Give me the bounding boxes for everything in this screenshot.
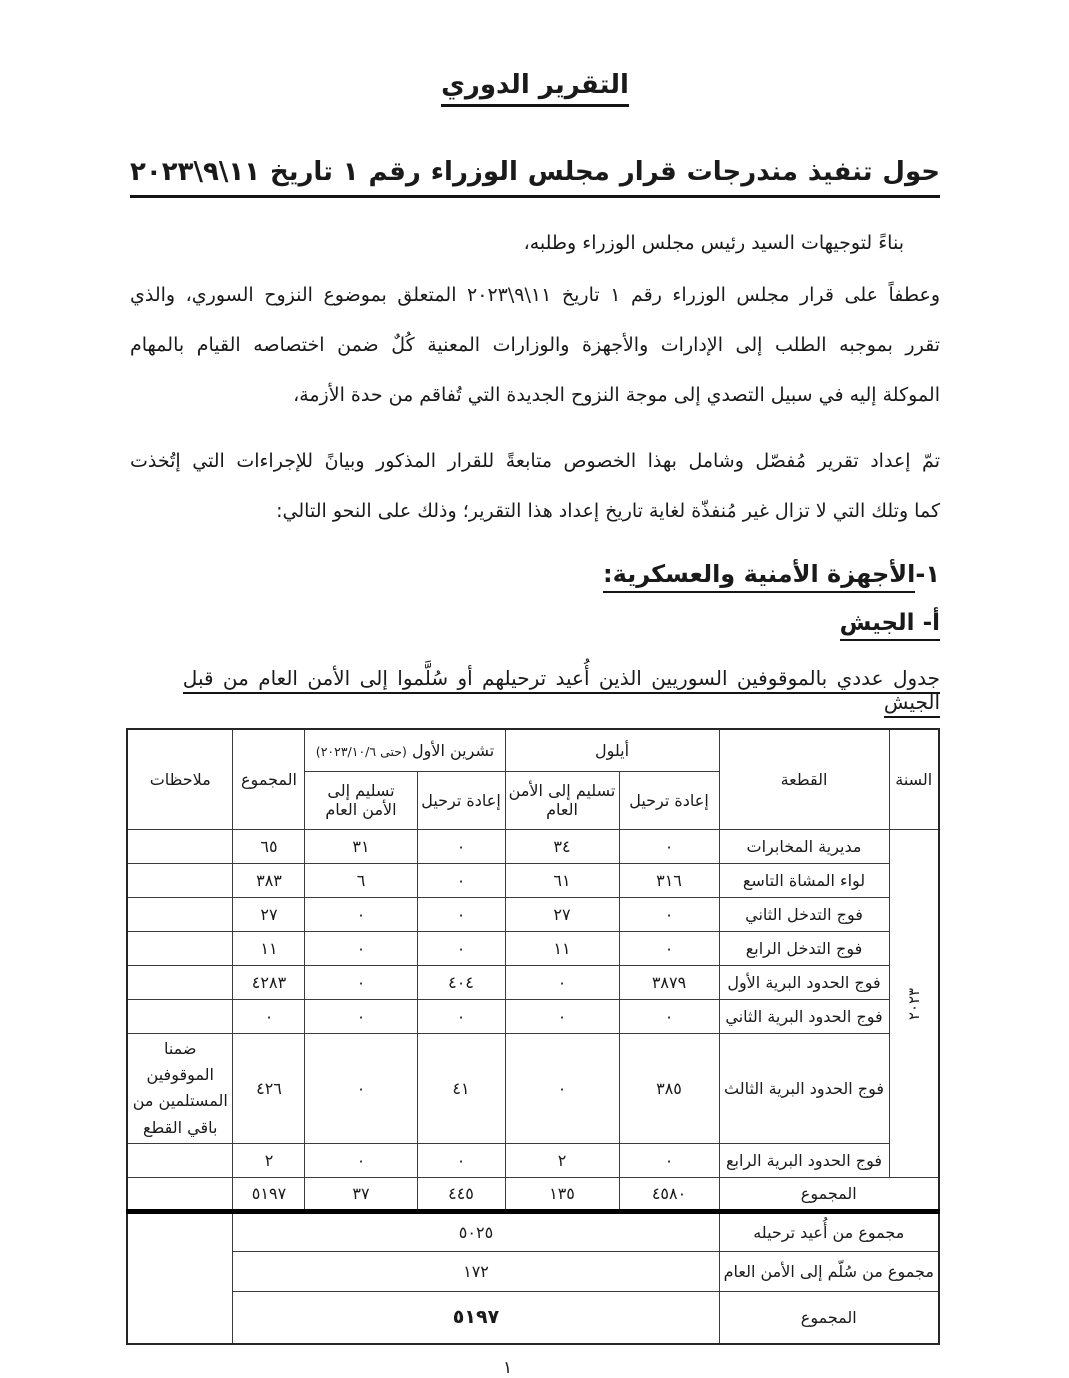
value-cell: ٢ <box>505 1144 619 1178</box>
value-cell: ٣٨٥ <box>619 1033 719 1144</box>
note-cell <box>127 999 233 1033</box>
detainees-table <box>126 728 940 1345</box>
summary-label: المجموع <box>719 1292 939 1344</box>
preparation-paragraph <box>130 436 940 536</box>
table-row <box>127 897 939 931</box>
section-1a-title: أ- الجيش <box>840 610 940 641</box>
value-cell: ٠ <box>305 1144 417 1178</box>
value-cell: ٠ <box>417 1144 505 1178</box>
year-cell <box>889 829 939 1178</box>
value-cell: ٣١٦ <box>619 863 719 897</box>
section-1-title: الأجهزة الأمنية والعسكرية: <box>603 560 915 593</box>
decision-paragraph-line: وعطفاً على قرار مجلس الوزراء رقم ١ تاريخ ١١\٩\٢٠٢٣ المتعلق بموضوع النزوح السوري، والذي <box>130 284 941 306</box>
value-cell: ٦ <box>305 863 417 897</box>
report-subtitle: حول تنفيذ مندرجات قرار مجلس الوزراء رقم ١ تاريخ ١١\٩\٢٠٢٣ <box>130 157 940 198</box>
unit-cell: فوج الحدود البرية الثاني <box>719 999 889 1033</box>
table-row <box>127 931 939 965</box>
note-cell <box>127 931 233 965</box>
total-cell: ٤٢٦ <box>233 1033 305 1144</box>
value-cell: ٠ <box>619 1144 719 1178</box>
table-row <box>127 1144 939 1178</box>
summary-empty-cell <box>127 1212 233 1344</box>
table-caption <box>130 666 940 714</box>
totals-value-cell: ١٣٥ <box>505 1178 619 1212</box>
total-cell: ٤٢٨٣ <box>233 965 305 999</box>
col-group-october <box>305 729 505 771</box>
decision-paragraph-line: تقرر بموجبه الطلب إلى الإدارات والأجهزة والوزارات المعنية كُلٌ ضمن اختصاصه القيام بالمهام <box>130 334 940 356</box>
value-cell: ٠ <box>417 863 505 897</box>
table-row <box>127 1033 939 1144</box>
decision-paragraph <box>130 270 940 420</box>
section-1a-heading <box>130 610 940 636</box>
col-header-oct-handover: تسليم إلى الأمن العام <box>305 771 417 829</box>
value-cell: ٠ <box>505 1033 619 1144</box>
value-cell: ٤١ <box>417 1033 505 1144</box>
preparation-paragraph-line: كما وتلك التي لا تزال غير مُنفذّة لغاية تاريخ إعداد هذا التقرير؛ وذلك على النحو التالي: <box>276 500 940 522</box>
intro-paragraph: بناءً لتوجيهات السيد رئيس مجلس الوزراء وطلبه، <box>523 232 904 254</box>
totals-value-cell: ٤٥٨٠ <box>619 1178 719 1212</box>
summary-label: مجموع من سُلّم إلى الأمن العام <box>719 1252 939 1292</box>
summary-label: مجموع من أُعيد ترحيله <box>719 1212 939 1252</box>
value-cell: ٠ <box>619 829 719 863</box>
unit-cell: فوج الحدود البرية الثالث <box>719 1033 889 1144</box>
col-header-sep-redeport: إعادة ترحيل <box>619 771 719 829</box>
value-cell: ٠ <box>417 897 505 931</box>
report-title-text: التقرير الدوري <box>441 70 629 107</box>
value-cell: ٠ <box>505 965 619 999</box>
value-cell: ٣٤ <box>505 829 619 863</box>
value-cell: ٠ <box>619 897 719 931</box>
unit-cell: فوج التدخل الرابع <box>719 931 889 965</box>
value-cell: ٠ <box>619 999 719 1033</box>
value-cell: ٠ <box>417 829 505 863</box>
totals-value-cell: ٣٧ <box>305 1178 417 1212</box>
value-cell: ٠ <box>417 931 505 965</box>
unit-cell: فوج الحدود البرية الرابع <box>719 1144 889 1178</box>
note-cell <box>127 965 233 999</box>
value-cell: ٣١ <box>305 829 417 863</box>
preparation-paragraph-line: تمّ إعداد تقرير مُفصّل وشامل بهذا الخصوص متابعةً للقرار المذكور وبيانً للإجراءات التي إتُخذت <box>130 450 940 472</box>
decision-paragraph-line: الموكلة إليه في سبيل التصدي إلى موجة النزوح الجديدة التي تُفاقم من حدة الأزمة، <box>293 384 940 406</box>
total-cell: ١١ <box>233 931 305 965</box>
value-cell: ٠ <box>305 999 417 1033</box>
report-title <box>130 70 940 107</box>
col-group-october-label: تشرين الأول <box>411 740 495 760</box>
note-cell <box>127 863 233 897</box>
totals-label: المجموع <box>719 1178 939 1212</box>
value-cell: ٢٧ <box>505 897 619 931</box>
table-row <box>127 999 939 1033</box>
summary-row-redeported <box>127 1212 939 1252</box>
value-cell: ١١ <box>505 931 619 965</box>
note-cell <box>127 1144 233 1178</box>
page-number: ١ <box>503 1358 513 1378</box>
value-cell: ٠ <box>305 897 417 931</box>
note-cell <box>127 897 233 931</box>
summary-value: ٥٠٢٥ <box>233 1212 719 1252</box>
value-cell: ٣٨٧٩ <box>619 965 719 999</box>
table-header-row-groups <box>127 729 939 771</box>
table-row <box>127 965 939 999</box>
year-value: ٢٠٢٣ <box>904 987 923 1020</box>
total-cell: ٠ <box>233 999 305 1033</box>
total-cell: ٢٧ <box>233 897 305 931</box>
value-cell: ٤٠٤ <box>417 965 505 999</box>
section-1-heading <box>130 560 940 588</box>
total-cell: ٣٨٣ <box>233 863 305 897</box>
totals-grand-cell: ٥١٩٧ <box>233 1178 305 1212</box>
value-cell: ٦١ <box>505 863 619 897</box>
value-cell: ٠ <box>505 999 619 1033</box>
col-header-year: السنة <box>889 729 939 829</box>
total-cell: ٦٥ <box>233 829 305 863</box>
value-cell: ٠ <box>417 999 505 1033</box>
total-cell: ٢ <box>233 1144 305 1178</box>
unit-cell: فوج الحدود البرية الأول <box>719 965 889 999</box>
note-cell: ضمنا الموقوفين المستلمين من باقي القطع <box>127 1033 233 1144</box>
value-cell: ٠ <box>305 965 417 999</box>
unit-cell: لواء المشاة التاسع <box>719 863 889 897</box>
col-header-notes: ملاحظات <box>127 729 233 829</box>
totals-value-cell: ٤٤٥ <box>417 1178 505 1212</box>
table-row <box>127 829 939 863</box>
col-header-total: المجموع <box>233 729 305 829</box>
col-header-unit: القطعة <box>719 729 889 829</box>
table-row <box>127 863 939 897</box>
table-caption-text: جدول عددي بالموقوفين السوريين الذين أُعيد ترحيلهم أو سُلَّموا إلى الأمن العام من قبل الجيش <box>183 666 940 718</box>
section-1-number: ١- <box>915 560 940 588</box>
note-cell <box>127 829 233 863</box>
unit-cell: مديرية المخابرات <box>719 829 889 863</box>
value-cell: ٠ <box>619 931 719 965</box>
col-group-october-note: (حتى ٢٠٢٣/١٠/٦) <box>315 743 407 759</box>
col-header-sep-handover: تسليم إلى الأمن العام <box>505 771 619 829</box>
summary-grand-total-value: ٥١٩٧ <box>233 1292 719 1344</box>
value-cell: ٠ <box>305 1033 417 1144</box>
col-group-september: أيلول <box>505 729 719 771</box>
col-header-oct-redeport: إعادة ترحيل <box>417 771 505 829</box>
value-cell: ٠ <box>305 931 417 965</box>
table-totals-row <box>127 1178 939 1212</box>
summary-row-handover <box>127 1252 939 1292</box>
summary-value: ١٧٢ <box>233 1252 719 1292</box>
summary-row-grand-total <box>127 1292 939 1344</box>
unit-cell: فوج التدخل الثاني <box>719 897 889 931</box>
note-cell <box>127 1178 233 1212</box>
